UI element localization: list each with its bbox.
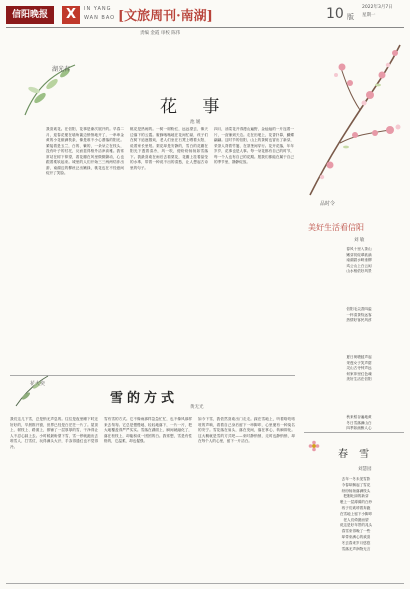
article-column-6: 如今下雪，我依然喜欢出门走走。踩在雪地上，听着咯吱咯吱的声响，看着自己身后留下一串脚印，心里便有一种莫名的安宁。雪花落在肩头，落在发间，落在掌心，转瞬即化。这大概就是雪的方式吧——来时静悄悄，走时也静悄悄，却在每个人的心里，留下一片洁白。 bbox=[198, 417, 295, 443]
bottom-divider bbox=[6, 583, 404, 584]
lower-divider bbox=[10, 375, 295, 376]
poem-stanza-3: 夏日荷塘蛙声起 采莲女子笑声甜 灵山古寺钟声远 何家冲里红色魂 美好生活在信阳 bbox=[346, 355, 372, 382]
headline-way-of-snow: 雪的方式 bbox=[110, 391, 179, 406]
pinyin-line-2: WAN BAO bbox=[84, 15, 116, 21]
ink-leaf-decoration bbox=[12, 370, 52, 410]
blossom-illustration bbox=[300, 35, 405, 200]
poem-title-beautiful-life: 美好生活看信阳 bbox=[308, 223, 364, 232]
section-title: [文旅周刊·南湖] bbox=[118, 9, 213, 24]
poem-stanza-1: 春风十里入茶山 嫩芽初绽翠欲滴 南湖碧水映垂柳 鸡公山上白云闲 山水相依好风景 bbox=[346, 247, 372, 274]
x-mark-logo: X bbox=[62, 6, 80, 24]
poem-stanza-2: 信阳毛尖香四溢 一杯清茶待远客 热情好客民风淳 bbox=[346, 307, 372, 323]
byline-lower: 黄无光 bbox=[190, 405, 204, 410]
article-column-3: 四月，油菜花开得漫山遍野，金灿灿的一片连着一片，一直铺到天边。走在田埂上，花香扑鼻，蝴蝶翩翩。这时节的信阳，山上的茶树也冒出了新芽，采茶人背着竹篓，在茶垄间穿行。花开花落，年年岁岁，花事也是人事。每一朵花都有自己的时节，每一个人也有自己的花期。愿我们都能在属于自己的季节里，静静绽放。 bbox=[214, 127, 294, 164]
article-column-5: 雪有雪的方式。它不像雨那样急急忙忙，也不像风那样来去匆匆。它总是慢慢地、轻轻地落下，一片一片，把大地覆盖得严严实实。雪落在湖面上，瞬间就融化了，落在松枝上，却能积成一团团的白。我常想，雪是有性格的，它温柔，却也倔强。 bbox=[104, 417, 192, 443]
newspaper-logo: 信阳晚报 bbox=[6, 6, 54, 24]
article-column-1: 我喜欢花。在信阳，花事是渐次展开的。早春二月，迎春花便在墙角篱边悄悄地开了，一串串金黄的小花缀满枝条，像是谁不小心洒落的阳光。紧接着是玉兰，白的、紫的，一朵朵立在枝头，没有叶子的衬托，反而显得格外洁净高雅。我常常站在树下仰望，看花瓣在风里微微颤动，心也跟着柔软起来。城里的人们开始三三两两结伴出游，南湖边的柳丝泛出嫩绿，桃花也在不经意间绽开了笑脸。 bbox=[46, 127, 124, 175]
page-suffix: 版 bbox=[347, 13, 354, 21]
section-label-lower: 花火奕 bbox=[30, 381, 46, 387]
headline-flower-affairs: 花 事 bbox=[160, 97, 230, 117]
editor-credit: 责编 金霞 审校 陈伟 bbox=[140, 31, 181, 36]
article-column-2: 桃花是热闹的。一树一树粉红，远远望去，像天边落下的云霞。蜜蜂嗡嗡地在花间忙碌，孩子们在树下追逐嬉戏，老人们坐在石凳上晒着太阳，说着家长里短。梨花却是安静的，雪白的花瓣在阳光下透着清冷，风一吹，便纷纷扬扬如雪落下。我最喜欢在雨后去看梨花，花瓣上挂着晶莹的水珠，带着一种说不出的清愁，让人想起古诗里的句子。 bbox=[130, 127, 208, 170]
byline-upper: 池 媛 bbox=[190, 120, 201, 125]
poem-spring-snow: 去年一冬未见雪影 今春却飘起了雪花 纷纷扬扬落满枝头 把刚吐绿的新芽 裹上一层薄薄的白纱 孩子们欢呼着奔跑 在雪地上留下小脚印 老人们倚窗而望 说这是好年景的兆头 春雪来得晚了一些 却带来满心的欢喜 冬去春来岁月悠悠 雪落无声润物无言 bbox=[339, 477, 373, 551]
pinyin-line-1: IN YANG bbox=[84, 6, 112, 12]
poem-author-right: 刘 敏 bbox=[354, 238, 365, 243]
masthead-divider bbox=[6, 27, 404, 28]
section-label-upper: 湖光春 bbox=[52, 66, 71, 73]
poem-author-spring-snow: 刘慧园 bbox=[358, 467, 372, 472]
issue-weekday: 星期一 bbox=[362, 13, 376, 18]
page-number: 10 bbox=[326, 6, 344, 22]
article-column-4: 我们这儿下雪，总是悄无声息的。往往是夜里睡下时还好好的，早晨推开窗，世界已经是白茫茫一片了。屋顶上、树枝上、路面上，都铺了一层厚厚的雪，干净得让人不忍心踩上去。小时候最盼望下雪，雪一停就跑出去堆雪人、打雪仗，玩得满头大汗，手冻得通红也不觉得冷。 bbox=[10, 417, 98, 449]
section-label-right: 品时令 bbox=[320, 201, 336, 207]
poem-title-spring-snow: 春 雪 bbox=[338, 449, 374, 460]
right-divider bbox=[304, 432, 404, 433]
flower-icon bbox=[308, 440, 320, 452]
issue-date: 2022年3月7日 bbox=[362, 5, 393, 10]
poem-stanza-4: 秋来稻谷遍地黄 冬日雪落满山白 四季如画醉人心 bbox=[346, 415, 372, 431]
